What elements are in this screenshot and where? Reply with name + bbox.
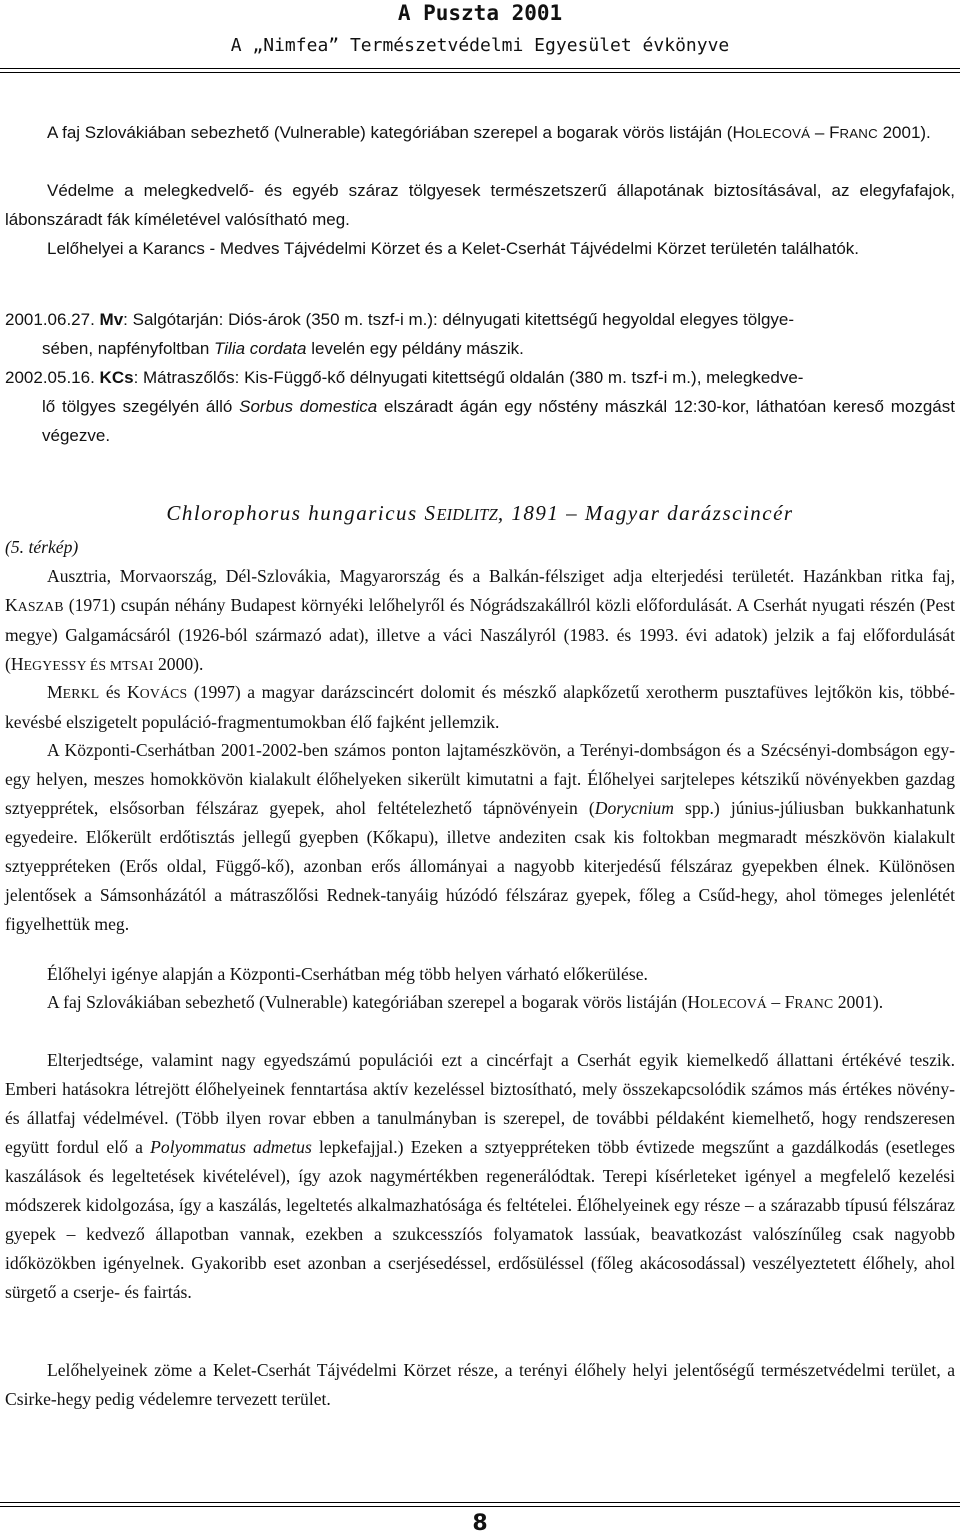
record-date: 2002.05.16.: [5, 368, 95, 387]
species-name: Chlorophorus hungaricus S: [166, 501, 437, 525]
top-paragraph-localities: Lelőhelyei a Karancs - Medves Tájvédelmi Körzet és a Kelet-Cserhát Tájvédelmi Körzet területén találhatók.: [47, 239, 859, 258]
text-run: A faj Szlovákiában sebezhető (Vulnerable) kategóriában szerepel a bogarak vörös listáján (H: [47, 992, 701, 1012]
record-entry: [5, 363, 955, 450]
species-heading-rest: , 1891 – Magyar darázscincér: [497, 501, 794, 525]
author-smallcaps: RANC: [794, 996, 834, 1011]
record-first-line: [5, 305, 955, 334]
running-header-title: A Puszta 2001: [397, 1, 563, 25]
text-run: (1971) csupán néhány Budapest környéki lelőhelyről és Nógrádszakállról közli előfordulását. A Cserhát nyugati részén (Pest megye) Galgamácsáról (1926-ból származó adat), illetve a váci Naszályról (1983. és 1993. évi adatok) jelzik a faj előfordulását (H: [5, 595, 955, 674]
header-rule: [0, 68, 960, 69]
text-run: A Központi-Cserhátban 2001-2002-ben számos ponton lajtamészkövön, a Terényi-dombságon és a Szécsényi-dombságon egy-egy helyen, meszes homokkövön kialakult élőhelyeken sikerült kimutatni a fajt. Élőhelyei sarjtelepes kétszikű növényekben gazdag sztyepprétek, elsősorban félszáraz gyepek, ahol feltételezhető tápnövényein (: [5, 740, 955, 818]
record-location: : Mátraszőlős: Kis-Függő-kő délnyugati kitettségű oldalán (380 m. tszf-i m.), melegkedve-: [133, 368, 804, 387]
body-paragraph-protected-areas: Lelőhelyeinek zöme a Kelet-Cserhát Tájvédelmi Körzet része, a terényi élőhely helyi jelentőségű természetvédelmi terület, a Csirke-hegy pedig védelemre tervezett terület.: [5, 1360, 955, 1409]
body-paragraph-conservation: [5, 1046, 955, 1307]
body-paragraph-distribution: [5, 562, 955, 680]
record-continuation: [5, 334, 955, 363]
record-collector: KCs: [99, 368, 134, 387]
text-run: spp.) június-júliusban bukkanhatunk egyedeire. Előkerült erdőtisztás jellegű gyepben (Kőkapu), illetve andeziten csak kis foltokban megmaradt mészkövön kialakult sztyeppréteken (Erős oldal, Függő-kő), azonban erős állományai a nagyobb kiterjedésű félszáraz gyepekben élnek. Különösen jelentősek a Sámsonházától a mátraszőlősi Rednek-tanyáig húzódó félszáraz gyepek, főleg a Csűd-hegy, ahol tömeges jelenlétét figyelhettük meg.: [5, 798, 956, 934]
body-paragraph-expected: Élőhelyi igénye alapján a Központi-Cserhátban még több helyen várható előkerülése.: [47, 964, 648, 984]
top-paragraph-protection: Védelme a melegkedvelő- és egyéb száraz tölgyesek természetszerű állapotának biztosításával, az elegyfafajok, lábonszáradt fák kíméletével valósítható meg.: [5, 181, 955, 229]
footer-rule: [0, 1502, 960, 1503]
text-run: lepkefajjal.) Ezeken a sztyeppréteken több évtizede megszűnt a gazdálkodás (esetleges kaszálások és legeltetések kivételével), így azok nagymértékben regenerálódtak. Terepi kísérleteket igényel a megfelelő kezelési módszerek kidolgozása, így a kaszálás, legeltetés alkalmazhatósága és feltételei. Élőhelyeinek egy része – a szárazabb típusú félszáraz gyepek – kedvező állapotban vannak, ezekben a szukcesszíós folyamatok lassúak, beavatkozást valószínűleg csak nagyobb időközökben igényelnek. Gyakoribb eset azonban a cserjésedéssel, erdősüléssel (főleg akácosodással) veszélyeztetett élőhely, ahol sürgető a cserje- és fairtás.: [5, 1137, 955, 1302]
text-run: elszáradt ágán egy nőstény mászkál 12:30-kor, láthatóan kereső mozgást végezve.: [42, 397, 955, 445]
text-run: 2001).: [833, 992, 884, 1012]
author-smallcaps: EGYESSY ÉS MTSAI: [23, 658, 154, 673]
page-number: 8: [472, 1511, 488, 1536]
text-run: M: [47, 682, 63, 702]
text-run: lő tölgyes szegélyén álló: [42, 397, 240, 416]
record-entry: [5, 305, 955, 363]
author-smallcaps: EIDLITZ: [436, 505, 498, 524]
author-smallcaps: RANC: [839, 126, 878, 141]
record-first-line: [5, 363, 955, 392]
footer-rule-second: [0, 1506, 960, 1507]
body-paragraph-cserhat: [5, 736, 955, 939]
record-collector: Mv: [99, 310, 124, 329]
text-run: 2001).: [877, 123, 931, 142]
record-location: : Salgótarján: Diós-árok (350 m. tszf-i m.): délnyugati kitettségű hegyoldal elegyes tölgye-: [123, 310, 795, 329]
author-smallcaps: OVÁCS: [139, 686, 188, 701]
species-heading: [0, 498, 960, 530]
text-run: Elterjedtsége, valamint nagy egyedszámú populációi ezt a cincérfajt a Cserhát egyik kiemelkedő állattani értékévé teszik. Emberi hatásokra létrejött élőhelyeinek fenntartása aktív kezeléssel biztosítható, mely összekapcsolódik számos más értékes növény- és állatfaj védelmével. (Több ilyen rovar ebben a tanulmányban is szerepel, de további példaként kiemelhető, hogy rendszeresen együtt fordul elő a: [5, 1050, 955, 1157]
running-header-subtitle: A „Nimfea” Természetvédelmi Egyesület évkönyve: [230, 35, 730, 56]
text-run: levelén egy példány mászik.: [306, 339, 524, 358]
record-continuation: [5, 392, 955, 450]
body-paragraph-redlist: [5, 988, 955, 1018]
plant-species-name: Dorycnium: [594, 798, 674, 818]
body-paragraph-merkl: [5, 678, 955, 737]
text-run: – F: [767, 992, 795, 1012]
text-run: és K: [99, 682, 140, 702]
plant-species-name: Sorbus domestica: [239, 397, 378, 416]
top-paragraph-redlist: [5, 118, 955, 148]
text-run: A faj Szlovákiában sebezhető (Vulnerable) kategóriában szerepel a bogarak vörös listáján (H: [47, 123, 745, 142]
butterfly-species-name: Polyommatus admetus: [150, 1137, 312, 1157]
text-run: (1997) a magyar darázscincért dolomit és mészkő alapkőzetű xerotherm pusztafüves lejtőkön kis, többé-kevésbé elszigetelt populáció-fragmentumokban élő fajként jellemzik.: [5, 682, 955, 732]
author-smallcaps: ERKL: [62, 686, 100, 701]
plant-species-name: Tilia cordata: [214, 339, 307, 358]
author-smallcaps: ASZAB: [17, 599, 64, 614]
map-reference: (5. térkép): [5, 537, 79, 557]
text-run: sében, napfényfoltban: [42, 339, 215, 358]
text-run: 2000).: [153, 654, 204, 674]
header-rule-second: [0, 72, 960, 73]
author-smallcaps: OLECOVÁ: [744, 126, 811, 141]
author-smallcaps: OLECOVÁ: [700, 996, 768, 1011]
text-run: Ausztria, Morvaország, Dél-Szlovákia, Magyarország és a Balkán-félsziget adja elterjedési területét. Hazánkban ritka faj, K: [5, 566, 955, 615]
text-run: – F: [810, 123, 840, 142]
record-date: 2001.06.27.: [5, 310, 95, 329]
